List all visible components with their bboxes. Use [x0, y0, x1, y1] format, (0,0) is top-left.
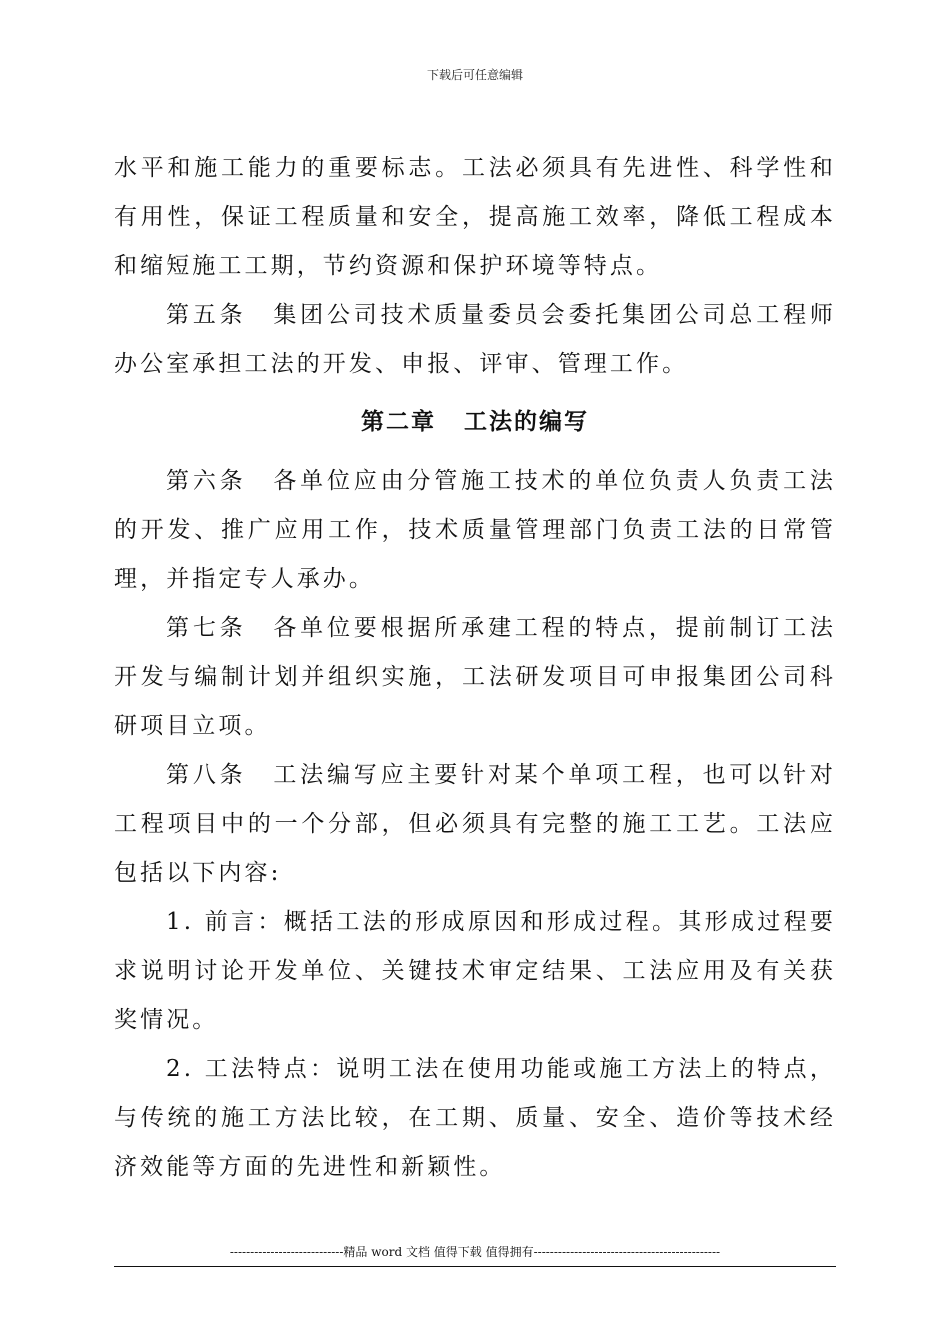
paragraph-article-5: 第五条 集团公司技术质量委员会委托集团公司总工程师办公室承担工法的开发、申报、评审、管理工作。 [114, 302, 836, 377]
footer-divider [114, 1266, 836, 1267]
chapter-title: 工法的编写 [464, 409, 589, 435]
paragraph-article-8: 第八条 工法编写应主要针对某个单项工程，也可以针对工程项目中的一个分部，但必须具有完整的施工工艺。工法应包括以下内容: [114, 762, 836, 886]
paragraph-article-6: 第六条 各单位应由分管施工技术的单位负责人负责工法的开发、推广应用工作，技术质量管理部门负责工法的日常管理，并指定专人承办。 [114, 468, 836, 592]
chapter-number: 第二章 [361, 409, 436, 435]
paragraph-article-7: 第七条 各单位要根据所承建工程的特点，提前制订工法开发与编制计划并组织实施，工法研发项目可申报集团公司科研项目立项。 [114, 615, 836, 739]
chapter-heading [114, 397, 836, 447]
paragraph-1: 水平和施工能力的重要标志。工法必须具有先进性、科学性和有用性，保证工程质量和安全，提高施工效率，降低工程成本和缩短施工工期，节约资源和保护环境等特点。 [114, 155, 836, 279]
paragraph-item-2: 2. 工法特点：说明工法在使用功能或施工方法上的特点，与传统的施工方法比较，在工期、质量、安全、造价等技术经济效能等方面的先进性和新颖性。 [114, 1056, 836, 1180]
footer-note: ----------------------------精品 word 文档 值得下载 值得拥有---------------------------------------------- [229, 1245, 721, 1259]
document-body [114, 144, 836, 1192]
paragraph-item-1: 1. 前言：概括工法的形成原因和形成过程。其形成过程要求说明讨论开发单位、关键技术审定结果、工法应用及有关获奖情况。 [114, 909, 836, 1033]
header-note: 下载后可任意编辑 [426, 68, 523, 82]
